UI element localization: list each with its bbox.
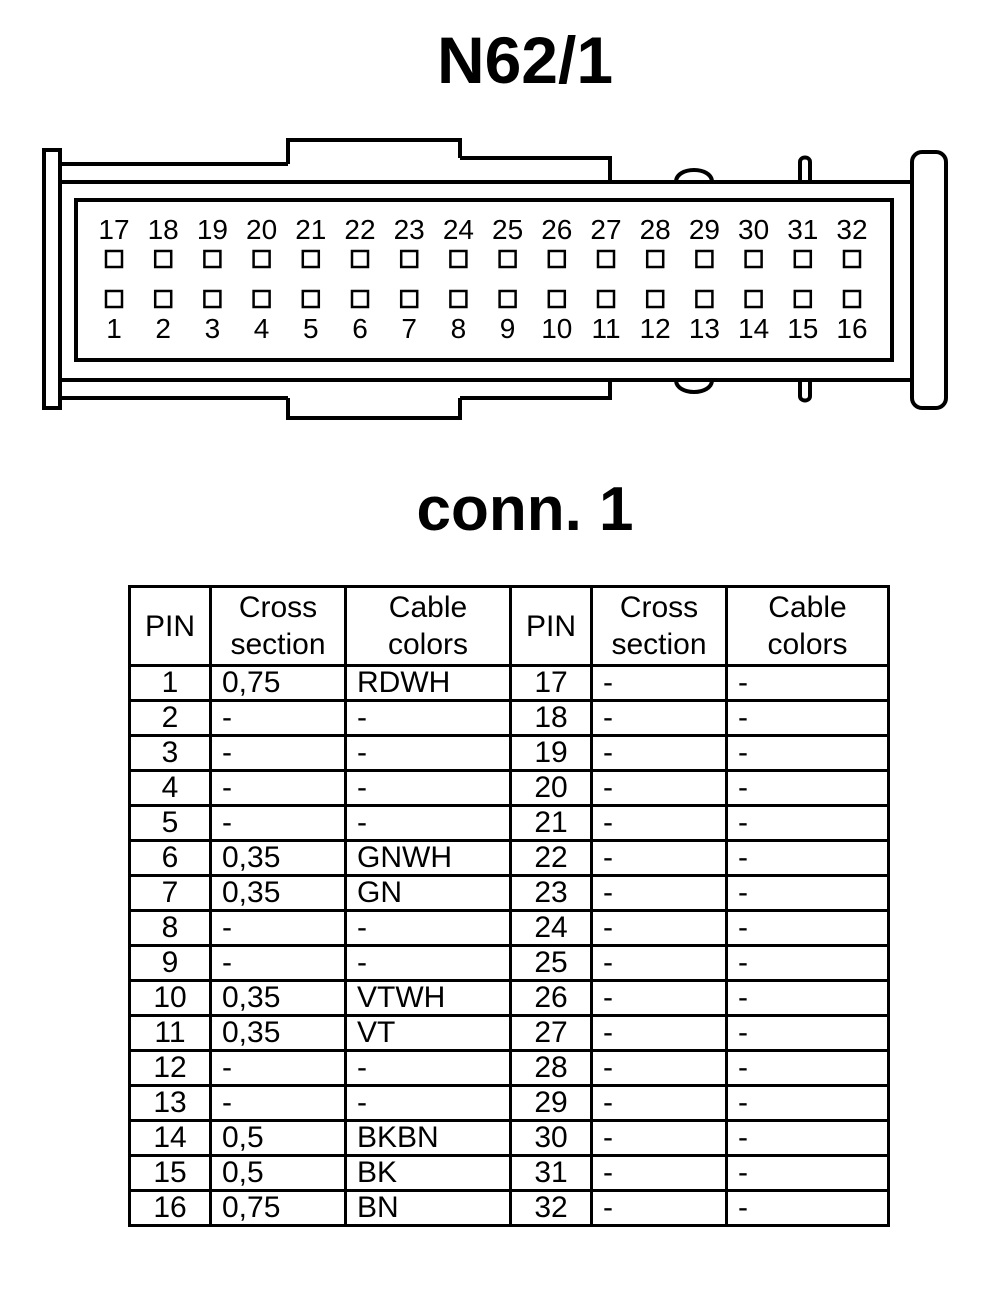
pin-socket-18 [155, 251, 171, 267]
pin-socket-31 [795, 251, 811, 267]
pin-label-22: 22 [344, 214, 376, 245]
pin-label-9: 9 [499, 313, 516, 344]
table-row [130, 1121, 889, 1156]
pin-socket-6 [352, 291, 368, 307]
pin-socket-9 [500, 291, 516, 307]
pin-socket-22 [352, 251, 368, 267]
pin-socket-14 [746, 291, 762, 307]
pin-label-28: 28 [639, 214, 671, 245]
pin-label-32: 32 [836, 214, 868, 245]
cable-color-cell: - [727, 981, 889, 1016]
pin-cell: 2 [130, 701, 211, 736]
pin-cell: 19 [511, 736, 592, 771]
cable-color-cell: - [346, 701, 511, 736]
pin-cell: 15 [130, 1156, 211, 1191]
connector-label: conn. 1 [416, 475, 634, 544]
cross-section-cell: - [211, 771, 346, 806]
pinout-rows [130, 666, 889, 1226]
pin-cell: 10 [130, 981, 211, 1016]
pinout-table [128, 585, 890, 1227]
header-cross-section-1: Cross section [211, 587, 346, 666]
cross-section-cell: - [211, 701, 346, 736]
pin-socket-17 [106, 251, 122, 267]
pin-cell: 12 [130, 1051, 211, 1086]
pin-label-31: 31 [787, 214, 819, 245]
cable-color-cell: - [727, 911, 889, 946]
connector-housing [44, 140, 946, 418]
pin-cell: 1 [130, 666, 211, 701]
cross-section-cell: 0,35 [211, 981, 346, 1016]
cable-color-cell: - [727, 736, 889, 771]
pin-socket-8 [450, 291, 466, 307]
cross-section-cell: - [592, 806, 727, 841]
pin-label-13: 13 [688, 313, 720, 344]
cross-section-cell: - [211, 946, 346, 981]
cable-color-cell: BN [346, 1191, 511, 1226]
pin-socket-24 [450, 251, 466, 267]
pin-label-8: 8 [450, 313, 467, 344]
cross-section-cell: 0,75 [211, 666, 346, 701]
pin-label-2: 2 [155, 313, 171, 344]
pin-cell: 9 [130, 946, 211, 981]
cable-color-cell: - [727, 666, 889, 701]
cable-color-cell: - [727, 1051, 889, 1086]
cross-section-cell: - [211, 1086, 346, 1121]
pin-cell: 5 [130, 806, 211, 841]
pin-socket-25 [500, 251, 516, 267]
pin-cell: 29 [511, 1086, 592, 1121]
table-row [130, 771, 889, 806]
pin-cell: 26 [511, 981, 592, 1016]
cross-section-cell: 0,75 [211, 1191, 346, 1226]
cross-section-cell: 0,5 [211, 1156, 346, 1191]
cross-section-cell: - [211, 911, 346, 946]
cross-section-cell: - [592, 771, 727, 806]
pin-cell: 20 [511, 771, 592, 806]
cross-section-cell: 0,5 [211, 1121, 346, 1156]
pin-socket-27 [598, 251, 614, 267]
pin-cell: 21 [511, 806, 592, 841]
cable-color-cell: - [727, 701, 889, 736]
pin-cell: 4 [130, 771, 211, 806]
header-cable-colors-1: Cable colors [346, 587, 511, 666]
cable-color-cell: - [727, 1191, 889, 1226]
pin-cell: 22 [511, 841, 592, 876]
pin-cell: 8 [130, 911, 211, 946]
pin-socket-7 [401, 291, 417, 307]
pin-cell: 7 [130, 876, 211, 911]
pin-cell: 11 [130, 1016, 211, 1051]
table-row [130, 841, 889, 876]
pin-cell: 3 [130, 736, 211, 771]
table-row [130, 1051, 889, 1086]
table-row [130, 1156, 889, 1191]
pin-socket-1 [106, 291, 122, 307]
cross-section-cell: - [592, 841, 727, 876]
pin-label-17: 17 [98, 214, 130, 245]
header-cross-section-2: Cross section [592, 587, 727, 666]
cross-section-cell: - [592, 911, 727, 946]
cross-section-cell: - [211, 736, 346, 771]
pin-cell: 24 [511, 911, 592, 946]
pin-label-1: 1 [106, 313, 122, 344]
pin-cell: 31 [511, 1156, 592, 1191]
pin-cell: 16 [130, 1191, 211, 1226]
cable-color-cell: BKBN [346, 1121, 511, 1156]
pin-label-20: 20 [246, 214, 278, 245]
cross-section-cell: - [592, 1016, 727, 1051]
pin-label-4: 4 [253, 313, 270, 344]
cross-section-cell: - [211, 1051, 346, 1086]
cross-section-cell: - [592, 666, 727, 701]
pin-socket-2 [155, 291, 171, 307]
table-row [130, 911, 889, 946]
table-row [130, 736, 889, 771]
cross-section-cell: - [592, 1191, 727, 1226]
header-pin-2: PIN [511, 587, 592, 666]
pin-socket-12 [647, 291, 663, 307]
pin-socket-23 [401, 251, 417, 267]
pin-label-30: 30 [738, 214, 770, 245]
pin-label-12: 12 [639, 313, 671, 344]
cross-section-cell: - [592, 981, 727, 1016]
pin-label-5: 5 [303, 313, 319, 344]
cable-color-cell: - [727, 841, 889, 876]
table-header-row [130, 587, 889, 666]
pin-socket-28 [647, 251, 663, 267]
pin-cell: 6 [130, 841, 211, 876]
pin-label-26: 26 [541, 214, 573, 245]
table-row [130, 876, 889, 911]
pin-cell: 30 [511, 1121, 592, 1156]
pin-socket-3 [204, 291, 220, 307]
cable-color-cell: - [346, 1051, 511, 1086]
connector-diagram [0, 0, 992, 440]
cable-color-cell: - [727, 1121, 889, 1156]
table-row [130, 981, 889, 1016]
cable-color-cell: - [346, 1086, 511, 1121]
pin-cell: 25 [511, 946, 592, 981]
pin-socket-16 [844, 291, 860, 307]
pin-cell: 17 [511, 666, 592, 701]
cross-section-cell: - [592, 1121, 727, 1156]
cable-color-cell: RDWH [346, 666, 511, 701]
pin-cell: 18 [511, 701, 592, 736]
pin-cell: 32 [511, 1191, 592, 1226]
cross-section-cell: 0,35 [211, 876, 346, 911]
table-row [130, 1016, 889, 1051]
pin-label-18: 18 [147, 214, 179, 245]
pin-socket-26 [549, 251, 565, 267]
pin-socket-5 [303, 291, 319, 307]
pin-label-14: 14 [738, 313, 770, 344]
table-row [130, 1191, 889, 1226]
pin-cell: 14 [130, 1121, 211, 1156]
cable-color-cell: VT [346, 1016, 511, 1051]
cable-color-cell: - [727, 1016, 889, 1051]
cable-color-cell: - [346, 771, 511, 806]
cable-color-cell: VTWH [346, 981, 511, 1016]
cross-section-cell: 0,35 [211, 841, 346, 876]
table-row [130, 946, 889, 981]
pin-label-11: 11 [591, 313, 621, 344]
cross-section-cell: 0,35 [211, 1016, 346, 1051]
pin-label-6: 6 [352, 313, 368, 344]
pin-label-19: 19 [196, 214, 228, 245]
cross-section-cell: - [592, 1156, 727, 1191]
table-row [130, 666, 889, 701]
pin-socket-20 [254, 251, 270, 267]
pin-label-25: 25 [492, 214, 524, 245]
header-cable-colors-2: Cable colors [727, 587, 889, 666]
pin-cell: 23 [511, 876, 592, 911]
table-row [130, 806, 889, 841]
cable-color-cell: BK [346, 1156, 511, 1191]
pin-socket-29 [696, 251, 712, 267]
table-row [130, 701, 889, 736]
pin-socket-19 [204, 251, 220, 267]
pin-socket-11 [598, 291, 614, 307]
cable-color-cell: - [727, 1086, 889, 1121]
pin-label-15: 15 [787, 313, 819, 344]
pin-label-27: 27 [590, 214, 622, 245]
cross-section-cell: - [592, 701, 727, 736]
cross-section-cell: - [592, 876, 727, 911]
pin-label-23: 23 [393, 214, 425, 245]
pin-label-10: 10 [541, 313, 573, 344]
cable-color-cell: - [346, 911, 511, 946]
table-row [130, 1086, 889, 1121]
pin-socket-21 [303, 251, 319, 267]
pin-cell: 13 [130, 1086, 211, 1121]
cable-color-cell: - [727, 1156, 889, 1191]
cable-color-cell: - [727, 806, 889, 841]
cross-section-cell: - [211, 806, 346, 841]
pin-label-16: 16 [836, 313, 868, 344]
cable-color-cell: - [346, 736, 511, 771]
cable-color-cell: - [346, 806, 511, 841]
pin-label-3: 3 [204, 313, 221, 344]
pin-socket-13 [696, 291, 712, 307]
pin-socket-10 [549, 291, 565, 307]
cable-color-cell: GNWH [346, 841, 511, 876]
cross-section-cell: - [592, 1051, 727, 1086]
cable-color-cell: - [727, 946, 889, 981]
pin-socket-32 [844, 251, 860, 267]
page-title: N62/1 [436, 23, 614, 97]
cable-color-cell: - [346, 946, 511, 981]
pin-label-24: 24 [442, 214, 474, 245]
header-pin-1: PIN [130, 587, 211, 666]
pin-socket-30 [746, 251, 762, 267]
pin-label-21: 21 [295, 214, 327, 245]
pin-cell: 28 [511, 1051, 592, 1086]
pin-socket-15 [795, 291, 811, 307]
pin-socket-4 [254, 291, 270, 307]
cable-color-cell: - [727, 771, 889, 806]
cross-section-cell: - [592, 946, 727, 981]
pin-label-7: 7 [401, 313, 417, 344]
cross-section-cell: - [592, 736, 727, 771]
cable-color-cell: - [727, 876, 889, 911]
pin-label-29: 29 [688, 214, 720, 245]
pin-cell: 27 [511, 1016, 592, 1051]
cross-section-cell: - [592, 1086, 727, 1121]
cable-color-cell: GN [346, 876, 511, 911]
